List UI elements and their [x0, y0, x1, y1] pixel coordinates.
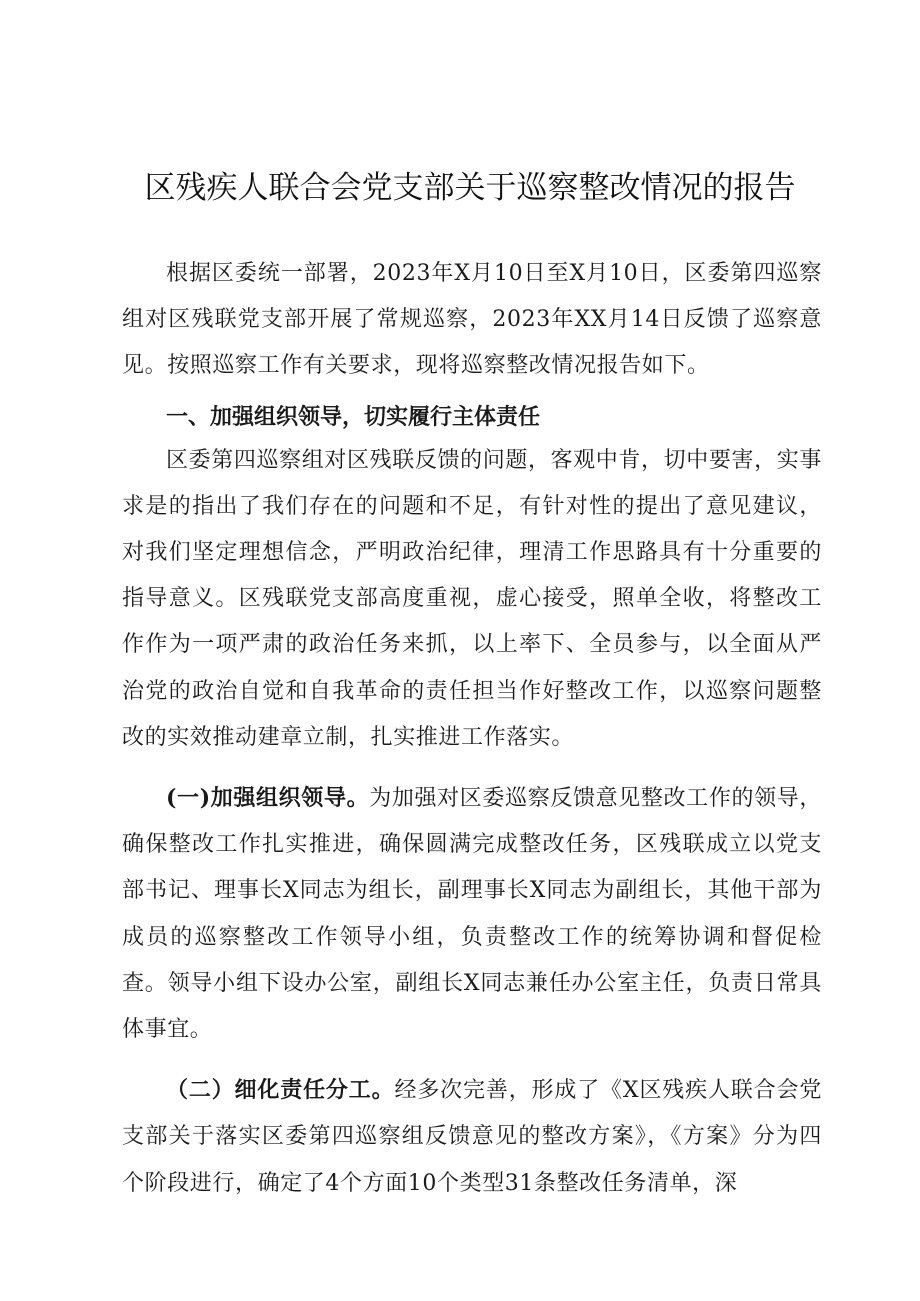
section-heading: 一、加强组织领导，切实履行主体责任	[166, 404, 541, 430]
paragraph-gap	[122, 761, 822, 775]
subsection-text-1: 为加强对区委巡察反馈意见整改工作的领导，确保整改工作扎实推进，确保圆满完成整改任务，区残联成立以党支部书记、理事长X同志为组长，副理事长X同志为副组长，其他干部为成员的巡察整改工作领导小组，负责整改工作的统筹协调和督促检查。领导小组下设办公室，副组长X同志兼任办公室主任，负责日常具体事宜。	[122, 786, 822, 1043]
subsection-paragraph-1	[122, 775, 822, 1053]
document-title: 区残疾人联合会党支部关于巡察整改情况的报告	[144, 170, 796, 206]
intro-paragraph: 根据区委统一部署，2023年X月10日至X月10日，区委第四巡察组对区残联党支部开展了常规巡察，2023年XX月14日反馈了巡察意见。按照巡察工作有关要求，现将巡察整改情况报告如下。	[122, 261, 822, 379]
subsection-lead-1: (一)加强组织领导。	[166, 785, 370, 812]
document-body	[122, 251, 822, 1207]
subsection-text-2: 经多次完善，形成了《X区残疾人联合会党支部关于落实区委第四巡察组反馈意见的整改方案》，《方案》分为四个阶段进行，确定了4个方面10个类型31条整改任务清单，深	[122, 1078, 822, 1196]
subsection-lead-2: （二）细化责任分工。	[166, 1077, 395, 1104]
subsection-paragraph-2	[122, 1067, 822, 1207]
section-paragraph: 区委第四巡察组对区残联反馈的问题，客观中肯，切中要害，实事求是的指出了我们存在的问题和不足，有针对性的提出了意见建议，对我们坚定理想信念，严明政治纪律，理清工作思路具有十分重要的指导意义。区残联党支部高度重视，虚心接受，照单全收，将整改工作作为一项严肃的政治任务来抓，以上率下、全员参与，以全面从严治党的政治自觉和自我革命的责任担当作好整改工作，以巡察问题整改的实效推动建章立制，扎实推进工作落实。	[122, 447, 822, 750]
paragraph-gap	[122, 1053, 822, 1067]
